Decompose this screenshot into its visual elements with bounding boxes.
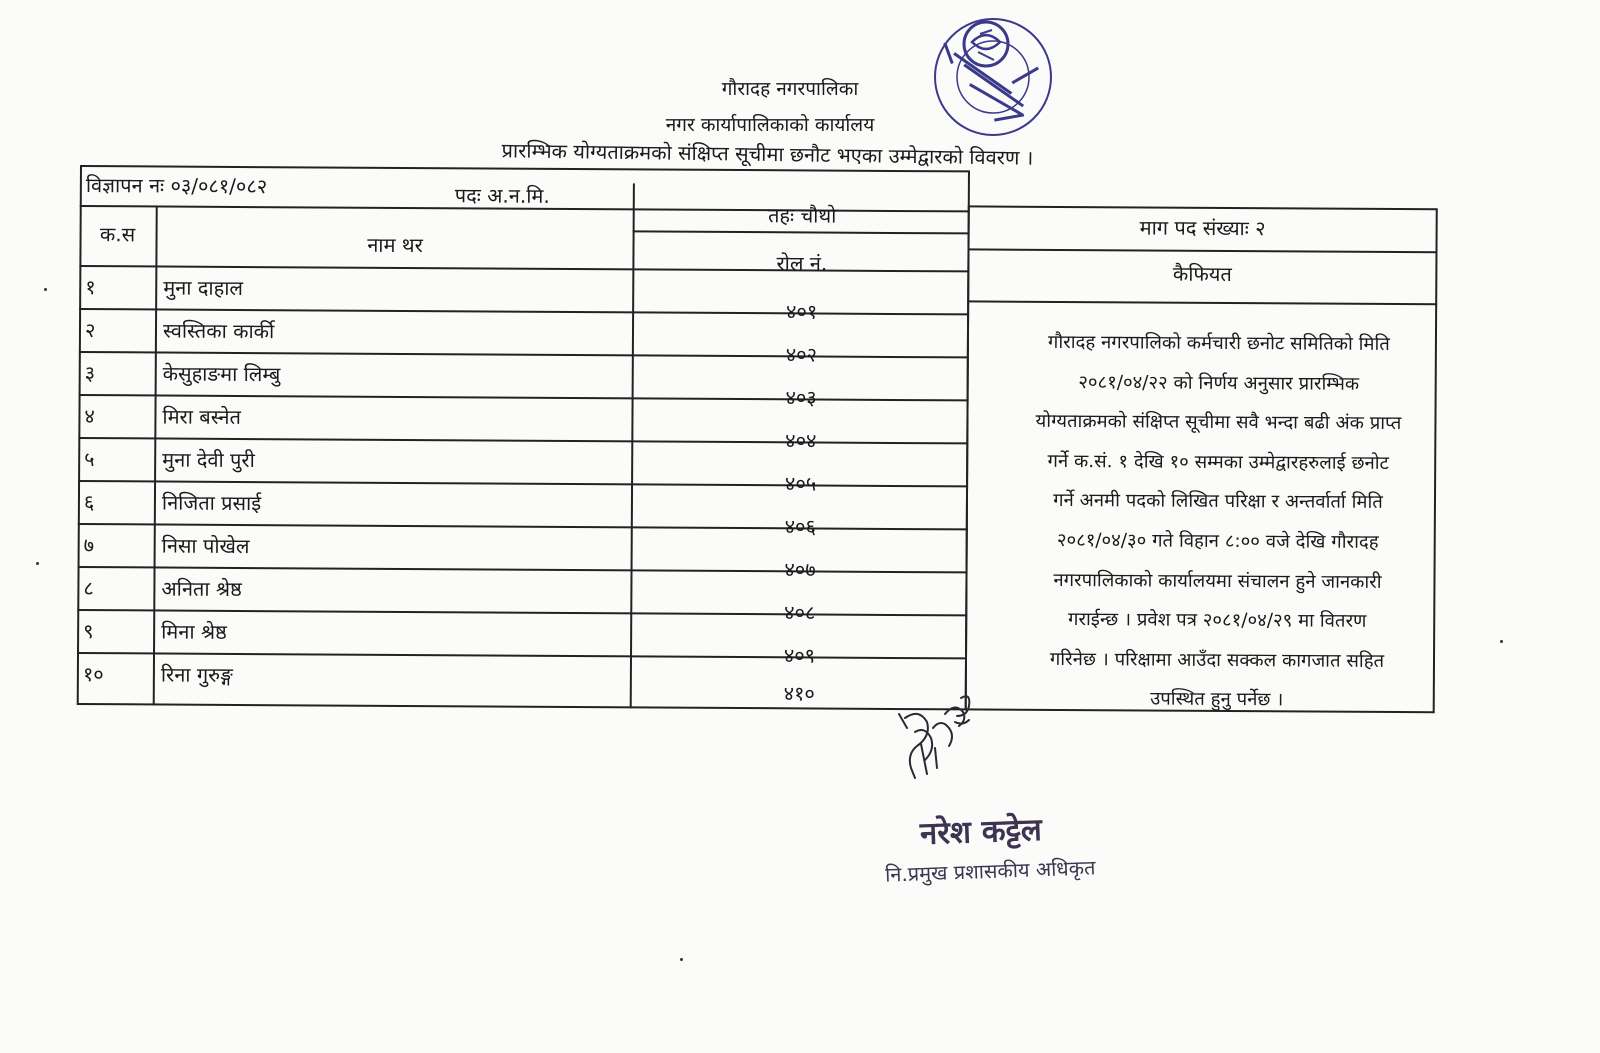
remark-line: २०८१/०४/२२ को निर्णय अनुसार प्रारम्भिक — [1078, 371, 1360, 395]
remark-line: गौरादह नगरपालिको कर्मचारी छनोट समितिको मिति — [1047, 331, 1390, 356]
row-name: निजिता प्रसाई — [161, 490, 262, 516]
row-sn: ७ — [83, 533, 95, 558]
remark-line: गराईन्छ । प्रवेश पत्र २०८१/०४/२९ मा वितरण — [1067, 609, 1367, 633]
remark-line: योग्यताक्रमको संक्षिप्त सूचीमा सवै भन्दा बढी अंक प्राप्त — [1035, 411, 1402, 435]
row-sn: ६ — [83, 490, 95, 515]
row-roll: ४०८ — [784, 600, 816, 625]
row-sn: ४ — [84, 404, 95, 429]
handwritten-signature — [885, 688, 995, 798]
row-name: मिरा बस्नेत — [162, 404, 241, 429]
row-roll: ४०४ — [785, 428, 817, 453]
remark-line: गरिनेछ । परिक्षामा आउँदा सक्कल कागजात सहित — [1049, 648, 1385, 672]
demand-count: माग पद संख्याः २ — [1139, 215, 1266, 241]
row-roll: ४०३ — [785, 385, 817, 410]
row-name: निसा पोखेल — [161, 533, 250, 559]
signatory-name: नरेश कट्टेल — [919, 811, 1043, 853]
row-name: मिना श्रेष्ठ — [161, 619, 227, 644]
signatory-designation: नि.प्रमुख प्रशासकीय अधिकृत — [884, 855, 1096, 887]
row-sn: १ — [85, 275, 96, 300]
row-sn: ८ — [83, 576, 94, 601]
post-name: पदः अ.न.मि. — [454, 183, 550, 208]
column-header-roll: रोल नं. — [776, 251, 828, 276]
column-header-name: नाम थर — [367, 232, 423, 258]
remark-line: नगरपालिकाको कार्यालयमा संचालन हुने जानकारी — [1053, 569, 1382, 593]
row-name: मुना देवी पुरी — [162, 447, 255, 473]
municipality-name: गौरादह नगरपालिका — [721, 78, 859, 100]
row-roll: ४०७ — [784, 557, 816, 582]
row-name: अनिता श्रेष्ठ — [161, 576, 242, 601]
column-header-sn: क.स — [99, 222, 136, 247]
remark-line: उपस्थित हुनु पर्नेछ । — [1150, 688, 1284, 711]
row-roll: ४०२ — [785, 342, 818, 367]
row-roll: ४०१ — [785, 299, 818, 324]
row-sn: ९ — [83, 619, 94, 644]
row-roll: ४०९ — [783, 643, 816, 668]
candidate-table — [77, 165, 1470, 743]
column-header-remarks: कैफियत — [1172, 261, 1232, 287]
row-name: केसुहाङमा लिम्बु — [162, 361, 281, 387]
row-name: रिना गुरुङ्ग — [160, 662, 233, 687]
row-roll: ४०६ — [784, 514, 816, 539]
row-sn: १० — [82, 662, 104, 687]
level: तहः चौथो — [767, 203, 837, 228]
row-roll: ४०५ — [784, 471, 817, 496]
row-name: मुना दाहाल — [163, 275, 244, 300]
row-sn: २ — [84, 318, 96, 343]
row-name: स्वस्तिका कार्की — [162, 318, 275, 344]
office-seal-stamp — [928, 12, 1058, 142]
notice-title: प्रारम्भिक योग्यताक्रमको संक्षिप्त सूचीमा छनौट भएका उम्मेद्वारको विवरण । — [501, 138, 1034, 170]
row-sn: ५ — [84, 447, 95, 472]
row-sn: ३ — [84, 361, 96, 386]
remarks-text — [987, 323, 1449, 722]
remark-line: गर्ने अनमी पदको लिखित परिक्षा र अन्तर्वार्ता मिति — [1053, 490, 1383, 514]
remark-line: २०८१/०४/३० गते विहान ८:०० वजे देखि गौरादह — [1056, 529, 1379, 553]
remark-line: गर्ने क.सं. १ देखि १० सम्मका उम्मेद्वारहरुलाई छनोट — [1047, 450, 1389, 474]
row-roll: ४१० — [783, 681, 815, 706]
office-name: नगर कार्यापालिकाको कार्यालय — [665, 114, 875, 136]
advertisement-number: विज्ञापन नः ०३/०८१/०८२ — [85, 173, 268, 199]
